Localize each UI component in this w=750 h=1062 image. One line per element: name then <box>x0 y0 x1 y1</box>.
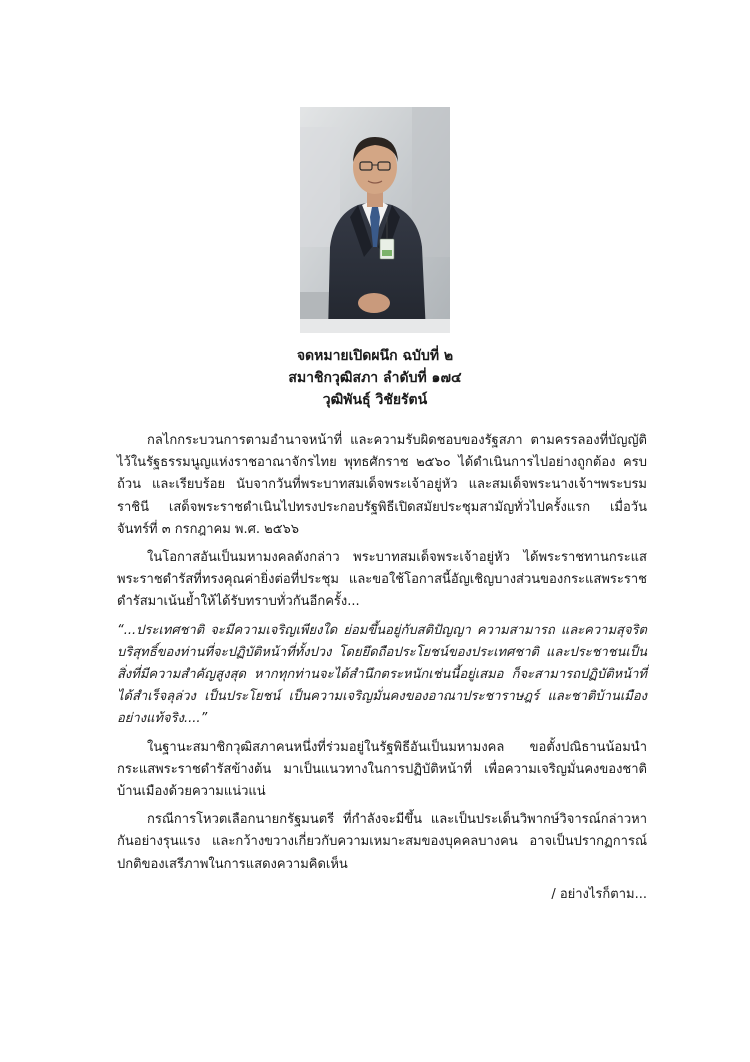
senator-number: สมาชิกวุฒิสภา ลำดับที่ ๑๗๔ <box>288 370 462 386</box>
continuation-note: / อย่างไรก็ตาม... <box>551 886 647 902</box>
paragraph-2: ในโอกาสอันเป็นมหามงคลดังกล่าว พระบาทสมเด็จพระเจ้าอยู่หัว ได้พระราชทานกระแสพระราชดำรัสที่ทรงคุณค่ายิ่งต่อที่ประชุม และขอใช้โอกาสนี้อัญเชิญบางส่วนของกระแสพระราชดำรัสมาเน้นย้ำให้ได้รับทราบทั่วกันอีกครั้ง... <box>117 550 647 610</box>
letter-heading <box>0 345 750 411</box>
paragraph-4: กรณีการโหวตเลือกนายกรัฐมนตรี ที่กำลังจะมีขึ้น และเป็นประเด็นวิพากษ์วิจารณ์กล่าวหากันอย่างรุนแรง และกว้างขวางเกี่ยวกับความเหมาะสมของบุคคลบางคน อาจเป็นปรากฏการณ์ปกติของเสรีภาพในการแสดงความคิดเห็น <box>117 812 647 872</box>
letter-title: จดหมายเปิดผนึก ฉบับที่ ๒ <box>296 348 454 364</box>
senator-name: วุฒิพันธุ์ วิชัยรัตน์ <box>322 392 428 408</box>
royal-speech-quote: “...ประเทศชาติ จะมีความเจริญเพียงใด ย่อมขึ้นอยู่กับสติปัญญา ความสามารถ และความสุจริตบริสุทธิ์ของท่านที่จะปฏิบัติหน้าที่ทั้งปวง โดยยึดถือประโยชน์ของประเทศชาติ และประชาชนเป็นสิ่งที่มีความสำคัญสูงสุด หากทุกท่านจะได้สำนึกตระหนักเช่นนี้อยู่เสมอ ก็จะสามารถปฏิบัติหน้าที่ได้สำเร็จลุล่วง เป็นประโยชน์ เป็นความเจริญมั่นคงของอาณาประชาราษฎร์ และชาติบ้านเมืองอย่างแท้จริง....” <box>117 622 647 727</box>
paragraph-1: กลไกกระบวนการตามอำนาจหน้าที่ และความรับผิดชอบของรัฐสภา ตามครรลองที่บัญญัติไว้ในรัฐธรรมนูญแห่งราชอาณาจักรไทย พุทธศักราช ๒๕๖๐ ได้ดำเนินการไปอย่างถูกต้อง ครบถ้วน และเรียบร้อย นับจากวันที่พระบาทสมเด็จพระเจ้าอยู่หัว และสมเด็จพระนางเจ้าฯพระบรมราชินี เสด็จพระราชดำเนินไปทรงประกอบรัฐพิธีเปิดสมัยประชุมสามัญทั่วไปครั้งแรก เมื่อวันจันทร์ที่ ๓ กรกฎาคม พ.ศ. ๒๕๖๖ <box>117 433 647 537</box>
letter-body <box>117 430 647 906</box>
paragraph-3: ในฐานะสมาชิกวุฒิสภาคนหนึ่งที่ร่วมอยู่ในรัฐพิธีอันเป็นมหามงคล ขอตั้งปณิธานน้อมนำกระแสพระราชดำรัสข้างต้น มาเป็นแนวทางในการปฏิบัติหน้าที่ เพื่อความเจริญมั่นคงของชาติบ้านเมืองด้วยความแน่วแน่ <box>117 739 647 800</box>
portrait-photo <box>300 107 450 333</box>
